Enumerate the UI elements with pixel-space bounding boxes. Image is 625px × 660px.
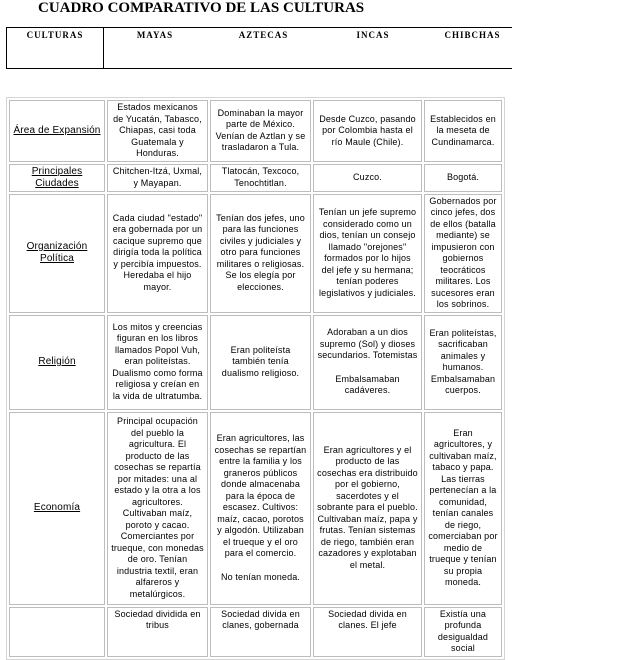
cell-incas-expansion: Desde Cuzco, pasando por Colombia hasta el río Maule (Chile). (313, 100, 422, 162)
incas-religion-text-1: Adoraban a un dios supremo (Sol) y dioses secundarios. Totemistas (317, 327, 418, 361)
cell-chibchas-ciudades: Bogotá. (424, 164, 502, 192)
row-sociedad (9, 607, 502, 657)
cell-incas-economia: Eran agricultores y el producto de las cosechas era distribuido por el gobierno, sacerdotes y el sobrante para el pueblo. Cultivaban maíz, papa y frutas. Tenían sistemas de riego, también eran cazadores y explotaban el metal. (313, 412, 422, 605)
cell-chibchas-expansion: Establecidos en la meseta de Cundinamarca. (424, 100, 502, 162)
cell-aztecas-expansion: Dominaban la mayor parte de México. Venían de Aztlan y se trasladaron a Tula. (210, 100, 311, 162)
cell-mayas-sociedad: Sociedad dividida en tribus (107, 607, 208, 657)
cell-chibchas-economia: Eran agricultores, y cultivaban maíz, tabaco y papa. Las tierras pertenecían a la comunidad, tenían canales de riego, comerciaban por medio de trueque y tenían su propia moneda. (424, 412, 502, 605)
incas-religion-text-2: Embalsamaban cadáveres. (335, 373, 400, 396)
label-principales-ciudades: Principales Ciudades (9, 164, 105, 192)
cell-incas-sociedad: Sociedad divida en clanes. El jefe (313, 607, 422, 657)
cell-aztecas-sociedad: Sociedad divida en clanes, gobernada (210, 607, 311, 657)
cell-incas-ciudades: Cuzco. (313, 164, 422, 192)
cell-aztecas-religion: Eran politeísta también tenía dualismo religioso. (210, 315, 311, 410)
header-culturas: CULTURAS (26, 30, 84, 40)
cell-mayas-economia: Principal ocupación del pueblo la agricultura. El producto de las cosechas se repartía por mitades: una al estado y la otra a los agricultores. Cultivaban maíz, poroto y cacao. Comerciantes por trueque, con monedas de oro. Tenían industria textil, eran alfareros y metalúrgicos. (107, 412, 208, 605)
label-organizacion-politica: Organización Política (9, 194, 105, 313)
cell-incas-religion (313, 315, 422, 410)
aztecas-economia-text-1: Eran agricultores, las cosechas se repartían entre la familia y los graneros públicos donde almacenaba para la época de escasez. Cultivos: maíz, cacao, porotos y algodón. Utilizaban el trueque y el oro para el comercio. (214, 433, 307, 558)
document-title: CUADRO COMPARATIVO DE LAS CULTURAS (38, 0, 365, 16)
label-area-expansion: Área de Expansión (9, 100, 105, 162)
cell-aztecas-organizacion: Tenían dos jefes, uno para las funciones civiles y judiciales y otro para funciones militares o religiosas. Se los elegía por elecciones. (210, 194, 311, 313)
row-ciudades (9, 164, 502, 192)
header-chibchas: CHIBCHAS (444, 30, 501, 40)
cell-mayas-ciudades: Chitchen-Itzá, Uxmal, y Mayapan. (107, 164, 208, 192)
cell-chibchas-organizacion: Gobernados por cinco jefes, dos de ellos (batalla mediante) se impusieron con gobiernos teocráticos militares. Los sucesores eran los sobrinos. (424, 194, 502, 313)
comparison-table (6, 97, 505, 660)
aztecas-economia-text-2: No tenían moneda. (220, 571, 301, 582)
label-sociedad (9, 607, 105, 657)
header-mayas: MAYAS (136, 30, 174, 40)
cell-incas-organizacion: Tenían un jefe supremo considerado como un dios, tenían un consejo llamado "orejones" formados por lo hijos del jefe y su hermana; tenían poderes legislativos y judiciales. (313, 194, 422, 313)
cell-aztecas-economia (210, 412, 311, 605)
label-economia: Economía (9, 412, 105, 605)
cell-aztecas-ciudades: Tlatocán, Texcoco, Tenochtitlan. (210, 164, 311, 192)
cell-mayas-expansion: Estados mexicanos de Yucatán, Tabasco, Chiapas, casi toda Guatemala y Honduras. (107, 100, 208, 162)
header-table (6, 27, 512, 69)
row-expansion (9, 100, 502, 162)
row-religion (9, 315, 502, 410)
cell-chibchas-religion: Eran politeístas, sacrificaban animales y humanos. Embalsamaban cuerpos. (424, 315, 502, 410)
row-organizacion (9, 194, 502, 313)
cell-mayas-organizacion: Cada ciudad "estado" era gobernada por un cacique supremo que dirigía toda la política y percibía impuestos. Heredaba el hijo mayor. (107, 194, 208, 313)
header-aztecas: AZTECAS (238, 30, 289, 40)
row-economia (9, 412, 502, 605)
cell-chibchas-sociedad: Existía una profunda desigualdad social (424, 607, 502, 657)
header-divider (103, 28, 104, 68)
header-incas: INCAS (356, 30, 390, 40)
cell-mayas-religion: Los mitos y creencias figuran en los libros llamados Popol Vuh, eran politeístas. Dualismo como forma religiosa y creían en la vida de ultratumba. (107, 315, 208, 410)
label-religion: Religión (9, 315, 105, 410)
